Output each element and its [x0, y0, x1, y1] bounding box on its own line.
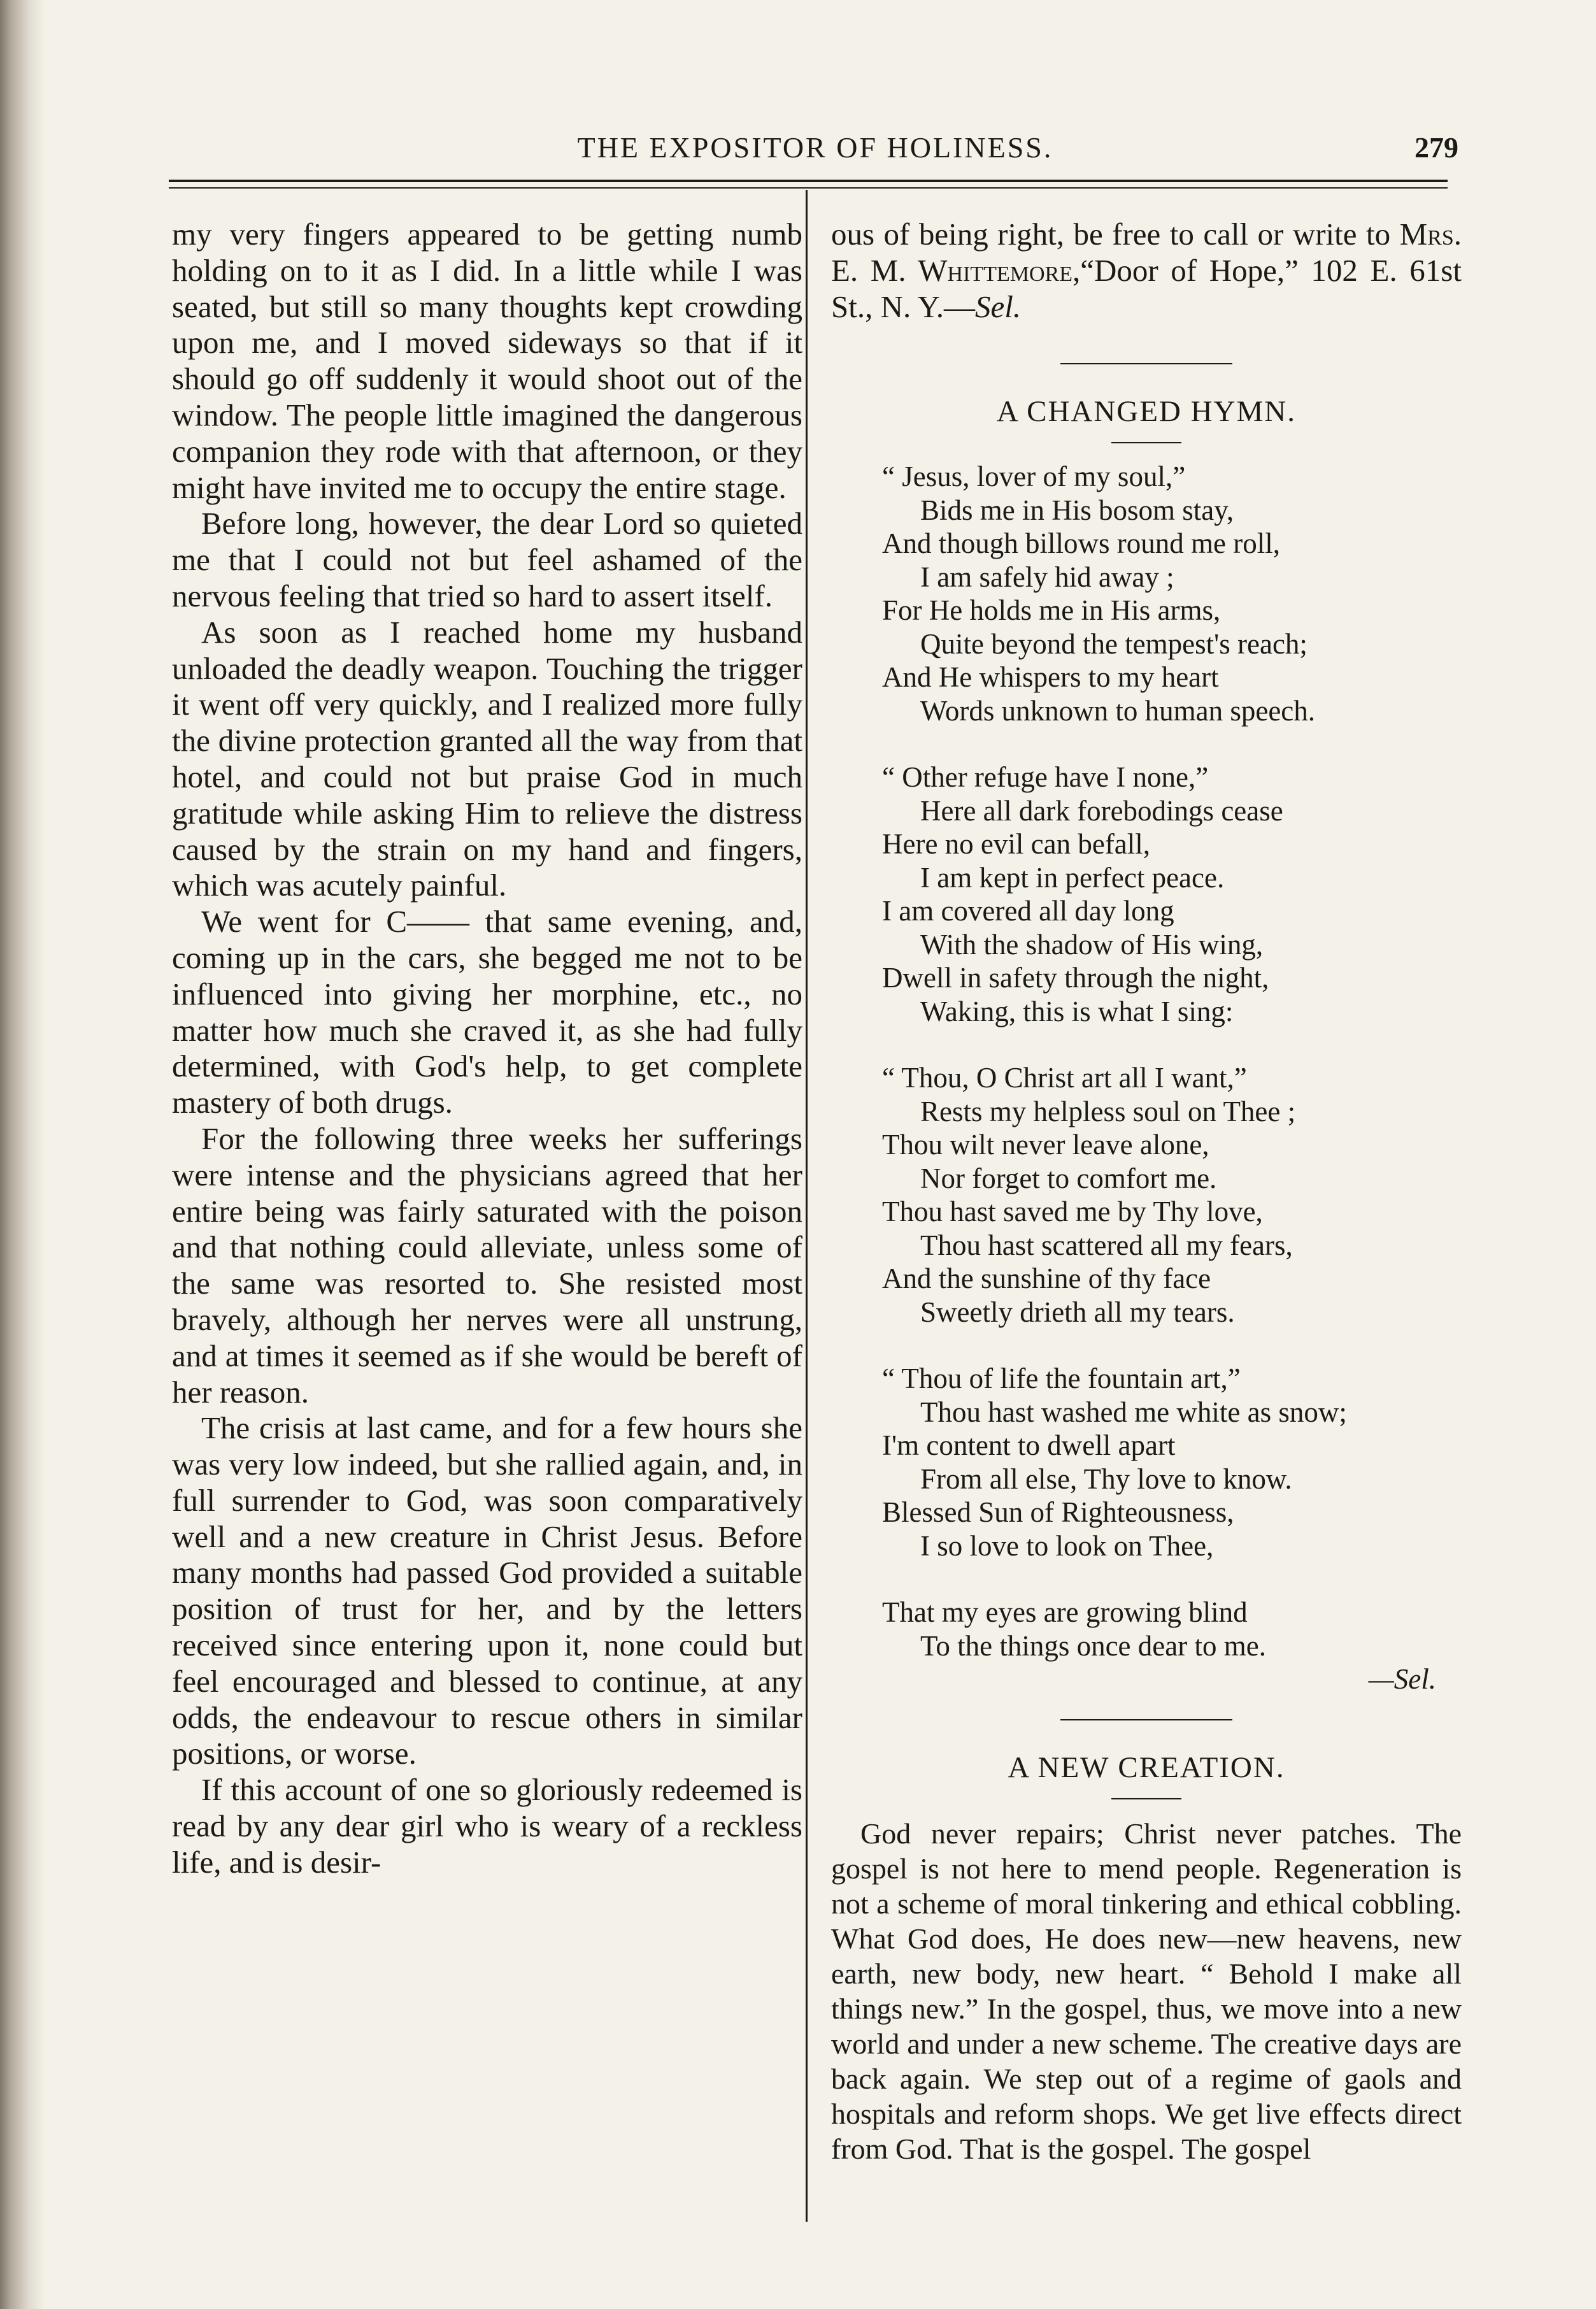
left-paragraph-4: We went for C—— that same evening, and, coming up in the cars, she begged me not to be influenced into giving her morphine, etc., no matter how much she craved it, as she had fully determined, with God's help, to get complete mastery of both drugs. [172, 904, 802, 1120]
hymn-signature: —Sel. [1368, 1663, 1436, 1696]
poem-line: And though billows round me roll, [882, 527, 1280, 560]
page-spine-shadow [0, 0, 45, 2309]
poem-line: Dwell in safety through the night, [882, 962, 1269, 994]
hymn-stanza [882, 1596, 1443, 1662]
article-title: A NEW CREATION. [1008, 1750, 1285, 1784]
poem-line: Here all dark forebodings cease [920, 794, 1283, 827]
poem-line: Blessed Sun of Righteousness, [882, 1496, 1234, 1529]
hymn-stanza [882, 761, 1443, 1028]
article-paragraph: God never repairs; Christ never patches. The gospel is not here to mend people. Regeneration is not a scheme of moral tinkering and ethical cobbling. What God does, He does new—new heavens, new earth, new body, new heart. “ Behold I make all things new.” In the gospel, thus, we move into a new world and under a new scheme. The creative days are back again. We step out of a regime of gaols and hospitals and reform shops. We get live effects direct from God. That is the gospel. The gospel [831, 1817, 1462, 2165]
hymn-stanza [882, 460, 1443, 727]
hymn-title-rule [1111, 442, 1181, 443]
poem-line: That my eyes are growing blind [882, 1596, 1248, 1629]
poem-line: Thou hast saved me by Thy love, [882, 1196, 1263, 1228]
header-rule-thick [169, 180, 1448, 182]
poem-line: Sweetly drieth all my tears. [920, 1296, 1235, 1328]
continuation-signature: Sel. [975, 289, 1022, 324]
poem-line: I so love to look on Thee, [920, 1529, 1214, 1562]
poem-line: Thou wilt never leave alone, [882, 1129, 1209, 1161]
poem-line: I am kept in perfect peace. [920, 861, 1225, 894]
poem-line: To the things once dear to me. [920, 1629, 1266, 1662]
poem-line: I'm content to dwell apart [882, 1429, 1176, 1462]
header-rule-thin [169, 187, 1448, 189]
continuation-text-start: ous of being right, be free to call or write to [831, 217, 1400, 252]
page-header [172, 122, 1458, 180]
poem-line: Nor forget to comfort me. [920, 1162, 1217, 1194]
article-title-rule [1111, 1798, 1181, 1799]
left-paragraph-2: Before long, however, the dear Lord so quieted me that I could not but feel ashamed of the nervous feeling that tried so hard to assert itself. [172, 506, 802, 613]
left-paragraph-5: For the following three weeks her sufferings were intense and the physicians agreed that her entire being was fairly saturated with the poison and that nothing could alleviate, unless some of the same was resorted to. She resisted most bravely, although her nerves were all unstrung, and at times it seemed as if she would be bereft of her reason. [172, 1120, 802, 1410]
hymn-title: A CHANGED HYMN. [997, 395, 1296, 429]
poem-line: I am safely hid away ; [920, 561, 1174, 593]
poem-line: And He whispers to my heart [882, 661, 1219, 694]
poem-line: “ Other refuge have I none,” [882, 761, 1209, 794]
section-separator [1060, 363, 1232, 364]
poem-line: Waking, this is what I sing: [920, 995, 1234, 1027]
left-paragraph-6: The crisis at last came, and for a few hours she was very low indeed, but she rallied again, and, in full surrender to God, was soon comparatively well and a new creature in Christ Jesus. Before many months had passed God provided a suitable position of trust for her, and by the letters received since entering upon it, none could but feel encouraged and blessed to continue, at any odds, the endeavour to rescue others in similar positions, or worse. [172, 1410, 802, 1771]
hymn-stanza [882, 1061, 1443, 1329]
hymn-poem [882, 460, 1443, 1662]
page-number: 279 [1414, 131, 1458, 164]
column-divider [806, 190, 808, 2222]
poem-line: Thou hast scattered all my fears, [920, 1229, 1293, 1261]
poem-line: With the shadow of His wing, [920, 928, 1264, 961]
continuation-paragraph [831, 217, 1462, 325]
poem-line: “ Thou, O Christ art all I want,” [882, 1062, 1247, 1094]
right-column [831, 217, 1462, 2166]
poem-line: Words unknown to human speech. [920, 694, 1316, 727]
left-paragraph-3: As soon as I reached home my husband unloaded the deadly weapon. Touching the trigger it went off very quickly, and I realized more fully the divine protection granted all the way from that hotel, and could not but praise God in much gratitude while asking Him to relieve the distress caused by the strain on my hand and fingers, which was acutely painful. [172, 614, 802, 903]
contact-name: Mrs. E. M. Whittemore, [831, 217, 1462, 288]
section-separator [1060, 1719, 1232, 1720]
poem-line: Here no evil can befall, [882, 828, 1151, 861]
continuation-text-end: “Door of Hope,” 102 E. 61st St., N. Y.— [831, 252, 1462, 324]
poem-line: “ Jesus, lover of my soul,” [882, 461, 1186, 493]
running-title: THE EXPOSITOR OF HOLINESS. [577, 131, 1053, 164]
left-paragraph-7: If this account of one so gloriously redeemed is read by any dear girl who is weary of a reckless life, and is desir- [172, 1772, 802, 1880]
poem-line: Quite beyond the tempest's reach; [920, 627, 1307, 660]
poem-line: I am covered all day long [882, 895, 1174, 927]
poem-line: Thou hast washed me white as snow; [920, 1396, 1347, 1428]
poem-line: From all else, Thy love to know. [920, 1462, 1292, 1495]
poem-line: And the sunshine of thy face [882, 1262, 1211, 1295]
poem-line: For He holds me in His arms, [882, 594, 1221, 627]
poem-line: Rests my helpless soul on Thee ; [920, 1095, 1296, 1127]
poem-line: “ Thou of life the fountain art,” [882, 1362, 1241, 1395]
left-column [172, 217, 802, 1881]
poem-line: Bids me in His bosom stay, [920, 494, 1234, 526]
left-paragraph-1: my very fingers appeared to be getting numb holding on to it as I did. In a little while I was seated, but still so many thoughts kept crowding upon me, and I moved sideways so that if it should go off suddenly it would shoot out of the window. The people little imagined the dangerous companion they rode with that afternoon, or they might have invited me to occupy the entire stage. [172, 217, 802, 505]
hymn-stanza [882, 1362, 1443, 1562]
